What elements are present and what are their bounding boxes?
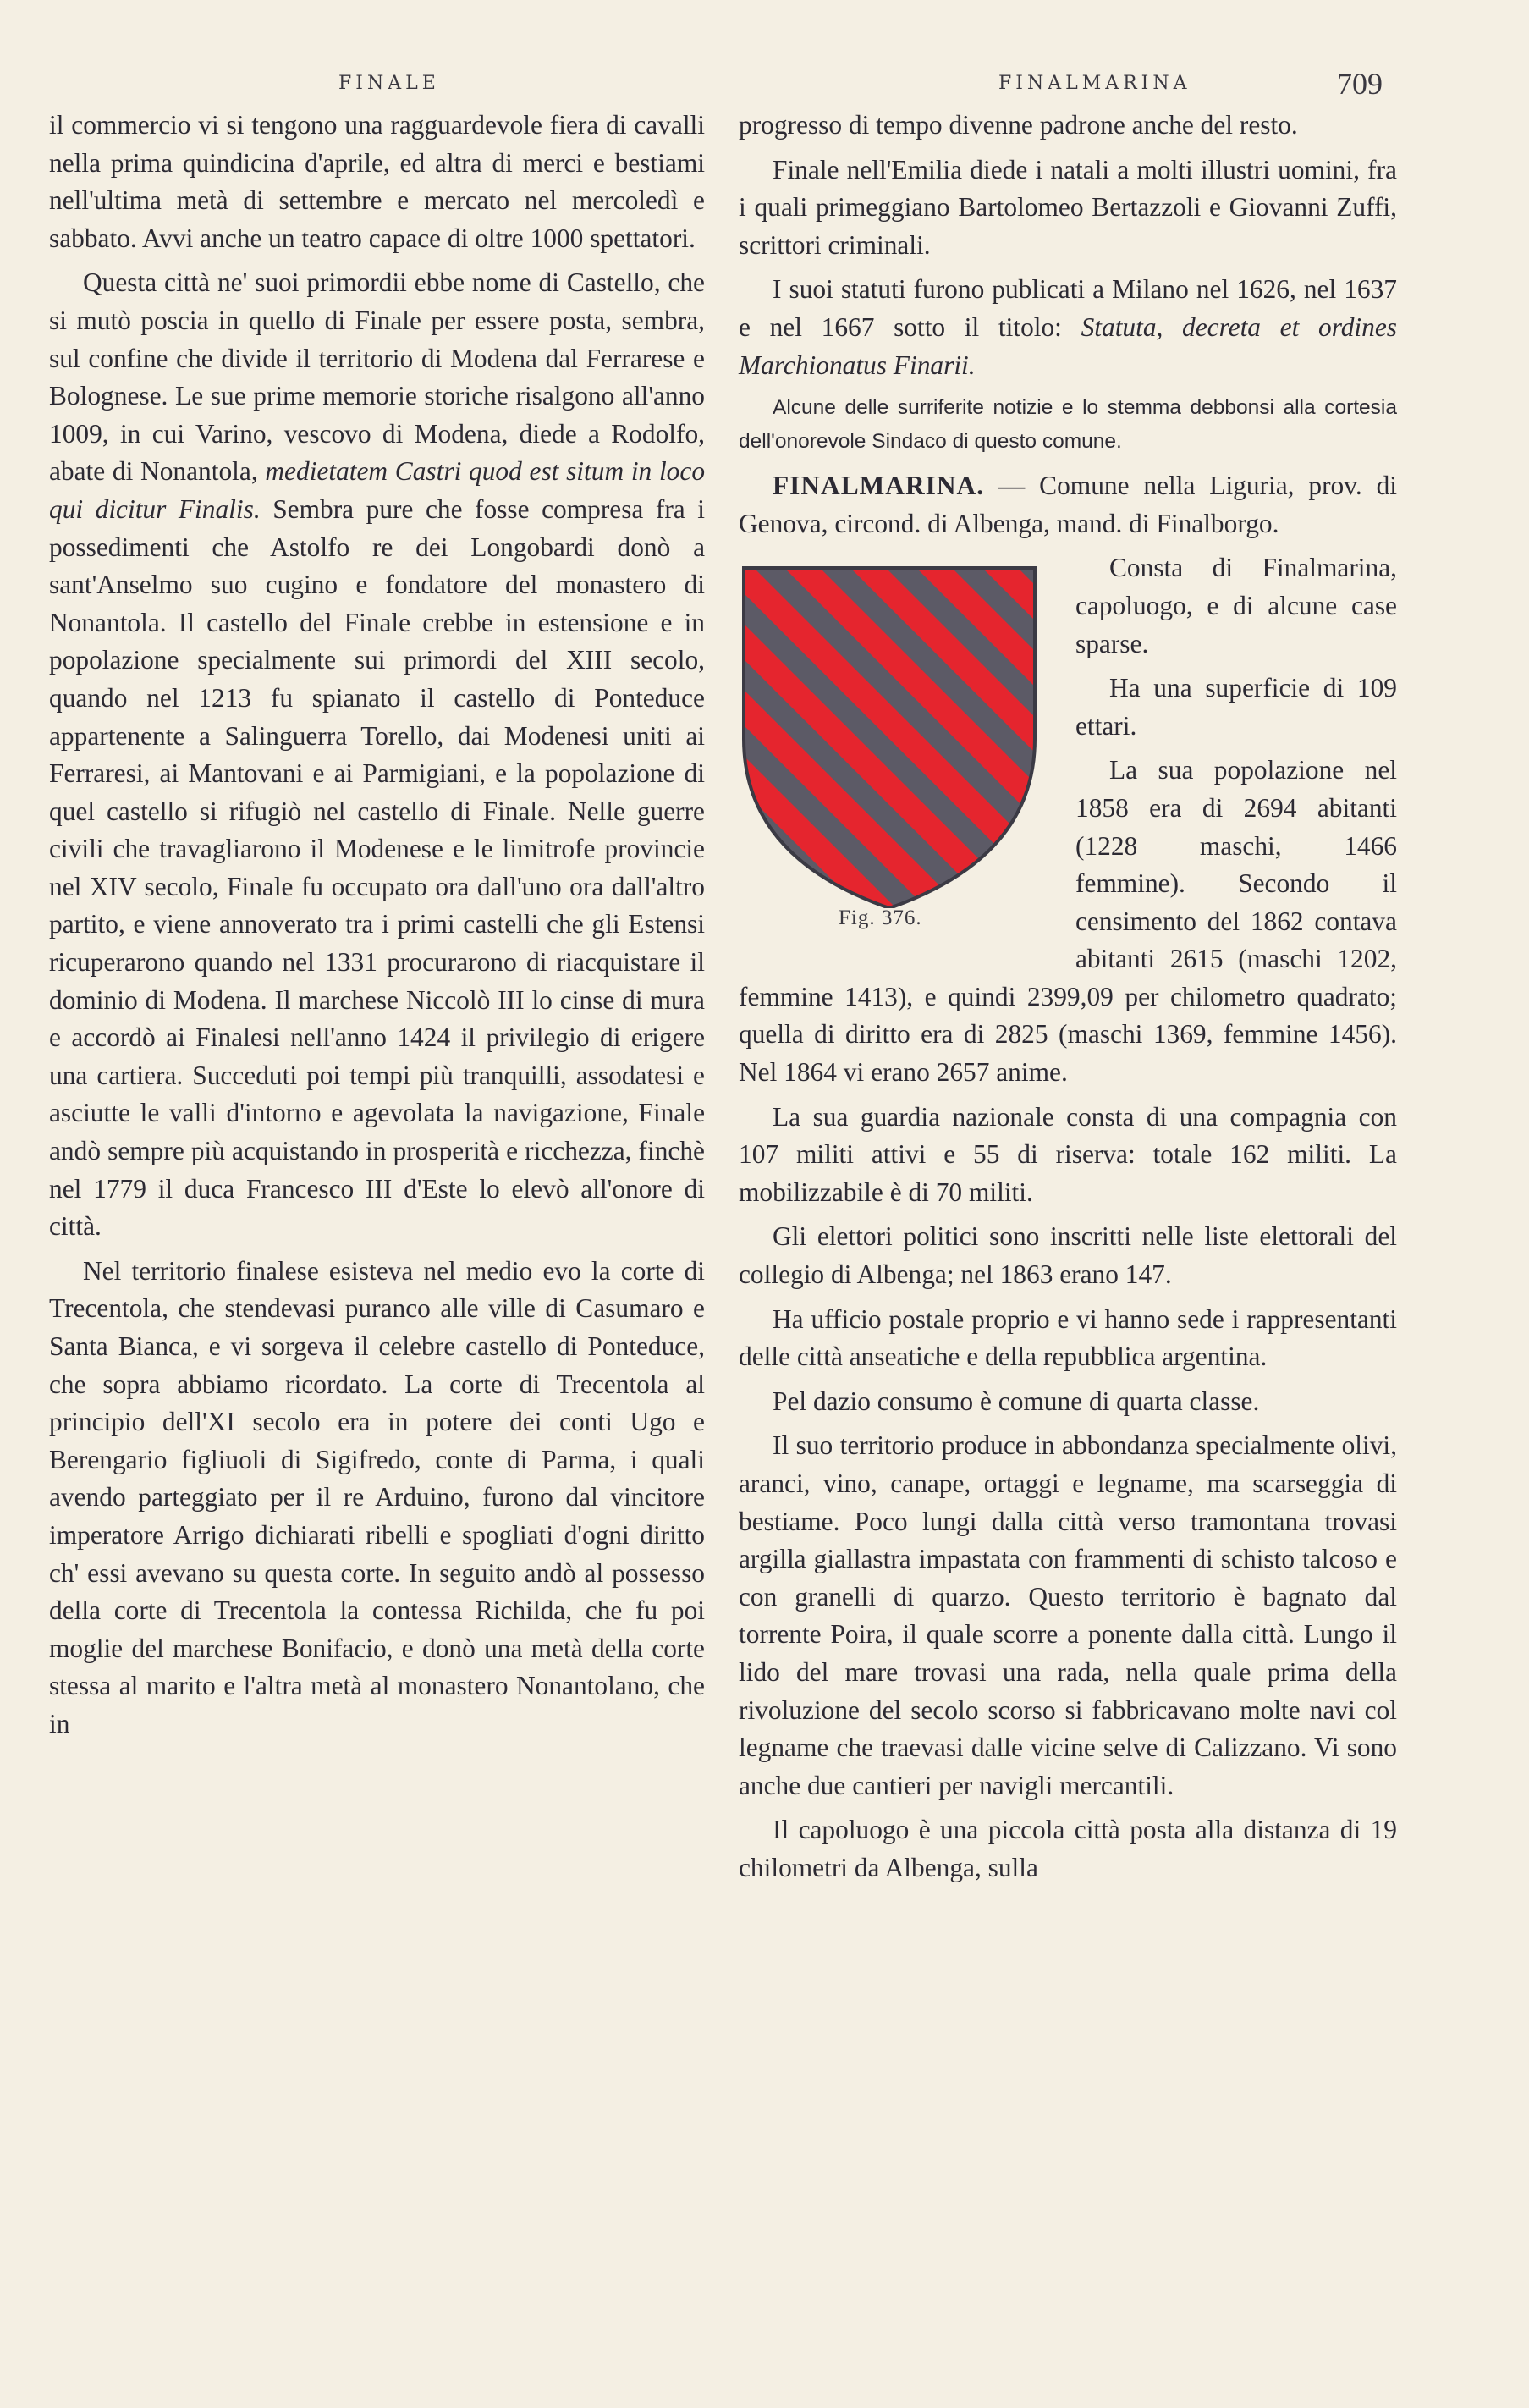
paragraph: Ha ufficio postale proprio e vi hanno sede i rappresentanti delle città anseatiche e della repubblica argentina. bbox=[739, 1303, 1397, 1372]
left-column bbox=[49, 107, 705, 1750]
paragraph: Nel territorio finalese esisteva nel medio evo la corte di Trecentola, che stendevasi puranco alle ville di Casumaro e Santa Bianca, e vi sorgeva il celebre castello di Ponteduce, che sopra abbiamo ricordato. La corte di Trecentola al principio dell'XI secolo era in potere dei conti Ugo e Berengario figliuoli di Sigifredo, conte di Parma, i quali avendo parteggiato per il re Arduino, furono dal vincitore imperatore Arrigo dichiarati ribelli e spogliati d'ogni diritto ch' essi avevano su questa corte. In seguito andò al possesso della corte di Trecentola la contessa Richilda, che fu poi moglie del marchese Bonifacio, e donò una metà della corte stessa al marito e l'altra metà al monastero Nonantolano, che in bbox=[49, 1255, 705, 1738]
paragraph: Il suo territorio produce in abbondanza specialmente olivi, aranci, vino, canape, ortaggi e legname, ma scarseggia di bestiame. Poco lungi dalla città verso tramontana trovasi argilla giallastra impastata con frammenti di schisto talcoso e con granelli di quarzo. Questo territorio è bagnato dal torrente Poira, il quale scorre a ponente dalla città. Lungo il lido del mare trovasi una rada, nella quale prima della rivoluzione del secolo scorso si fabbricavano molte navi col legname che traevasi dalle vicine selve di Calizzano. Vi sono anche due cantieri per navigli mercantili. bbox=[739, 1430, 1397, 1800]
paragraph: il commercio vi si tengono una ragguardevole fiera di cavalli nella prima quindicina d'aprile, ed altra di merci e bestiami nell'ultima metà di settembre e mercato nel mercoledì e sabbato. Avvi anche un teatro capace di oltre 1000 spettatori. bbox=[49, 110, 705, 253]
paragraph: La sua popolazione nel 1858 era di 2694 abitanti (1228 maschi, 1466 femmine). Secondo il censimento del 1862 contava abitanti 2615 (maschi 1202, femmine 1413), e quindi 2399,09 per chilometro quadrato; quella di diritto era di 2825 (maschi 1369, femmine 1456). Nel 1864 vi erano 2657 anime. bbox=[739, 755, 1397, 1088]
paragraph bbox=[49, 264, 705, 1245]
latin-quote: medietatem Castri quod est situm in loco qui dicitur Finalis. bbox=[49, 456, 706, 524]
coat-of-arms-icon bbox=[739, 553, 1060, 908]
entry-intro: — Comune nella Liguria, prov. di Genova, circond. di Albenga, mand. di Finalborgo. bbox=[739, 471, 1397, 538]
paragraph: La sua guardia nazionale consta di una compagnia con 107 militi attivi e 55 di riserva: totale 162 militi. La mobilizzabile è di 70 militi. bbox=[739, 1101, 1397, 1207]
running-head-center: FINALMARINA bbox=[998, 73, 1191, 94]
right-column bbox=[739, 107, 1397, 1894]
paragraph: Consta di Finalmarina, capoluogo, e di alcune case sparse. bbox=[1075, 553, 1397, 658]
entry-title: FINALMARINA. bbox=[773, 471, 985, 501]
page-number: 709 bbox=[1337, 67, 1383, 101]
paragraph: progresso di tempo divenne padrone anche del resto. bbox=[739, 110, 1298, 140]
paragraph: Finale nell'Emilia diede i natali a molti illustri uomini, fra i quali primeggiano Bartolomeo Bertazzoli e Giovanni Zuffi, scrittori criminali. bbox=[739, 154, 1397, 260]
text-run: Questa città ne' suoi primordii ebbe nome di Castello, che si mutò poscia in quello di Finale per essere posta, sembra, sul confine che divide il territorio di Modena dal Ferrarese e Bolognese. Le sue prime memorie storiche risalgono all'anno 1009, in cui Varino, vescovo di Modena, diede a Rodolfo, abate di Nonantola, bbox=[49, 267, 705, 487]
entry-paragraph bbox=[739, 467, 1397, 543]
running-head-left: FINALE bbox=[338, 73, 440, 94]
source-note: Alcune delle surriferite notizie e lo stemma debbonsi alla cortesia dell'onorevole Sindaco di questo comune. bbox=[739, 396, 1397, 454]
paragraph: Pel dazio consumo è comune di quarta classe. bbox=[773, 1386, 1260, 1416]
paragraph: Gli elettori politici sono inscritti nelle liste elettorali del collegio di Albenga; nel 1863 erano 147. bbox=[739, 1221, 1397, 1290]
text-run: Sembra pure che fosse compresa fra i possedimenti che Astolfo re dei Longobardi donò a sant'Anselmo suo cugino e fondatore del monastero di Nonantola. Il castello del Finale crebbe in estensione e in popolazione specialmente sui primordi del XIII secolo, quando nel 1213 fu spianato il castello di Ponteduce appartenente a Salinguerra Torello, dai Modenesi uniti ai Ferraresi, ai Mantovani e ai Parmigiani, e la popolazione di quel castello si rifugiò nel castello di Finale. Nelle guerre civili che travagliarono il Modenese e le limitrofe provincie nel XIV secolo, Finale fu occupato ora dall'uno ora dall'altro partito, e viene annoverato tra i primi castelli che gli Estensi ricuperarono quando nel 1331 procurarono di riacquistare il dominio di Modena. Il marchese Niccolò III lo cinse di mura e accordò ai Finalesi nell'anno 1424 il privilegio di erigere una cartiera. Succeduti poi tempi più tranquilli, assodatesi e asciutte le valli d'intorno e agevolata la navigazione, Finale andò sempre più acquistando in prosperità e ricchezza, finchè nel 1779 il duca Francesco III d'Este lo elevò all'onore di città. bbox=[49, 493, 705, 1242]
paragraph: Il capoluogo è una piccola città posta alla distanza di 19 chilometri da Albenga, sulla bbox=[739, 1815, 1397, 1882]
text-run: I suoi statuti furono publicati a Milano nel 1626, nel 1637 e nel 1667 sotto il titolo: bbox=[739, 274, 1397, 342]
paragraph: Ha una superficie di 109 ettari. bbox=[1075, 673, 1397, 741]
figure-caption: Fig. 376. bbox=[839, 906, 922, 930]
statute-title: Statuta, decreta et ordines Marchionatus Finarii. bbox=[739, 311, 1397, 380]
paragraph bbox=[739, 271, 1397, 384]
coat-of-arms-figure bbox=[739, 553, 1060, 951]
